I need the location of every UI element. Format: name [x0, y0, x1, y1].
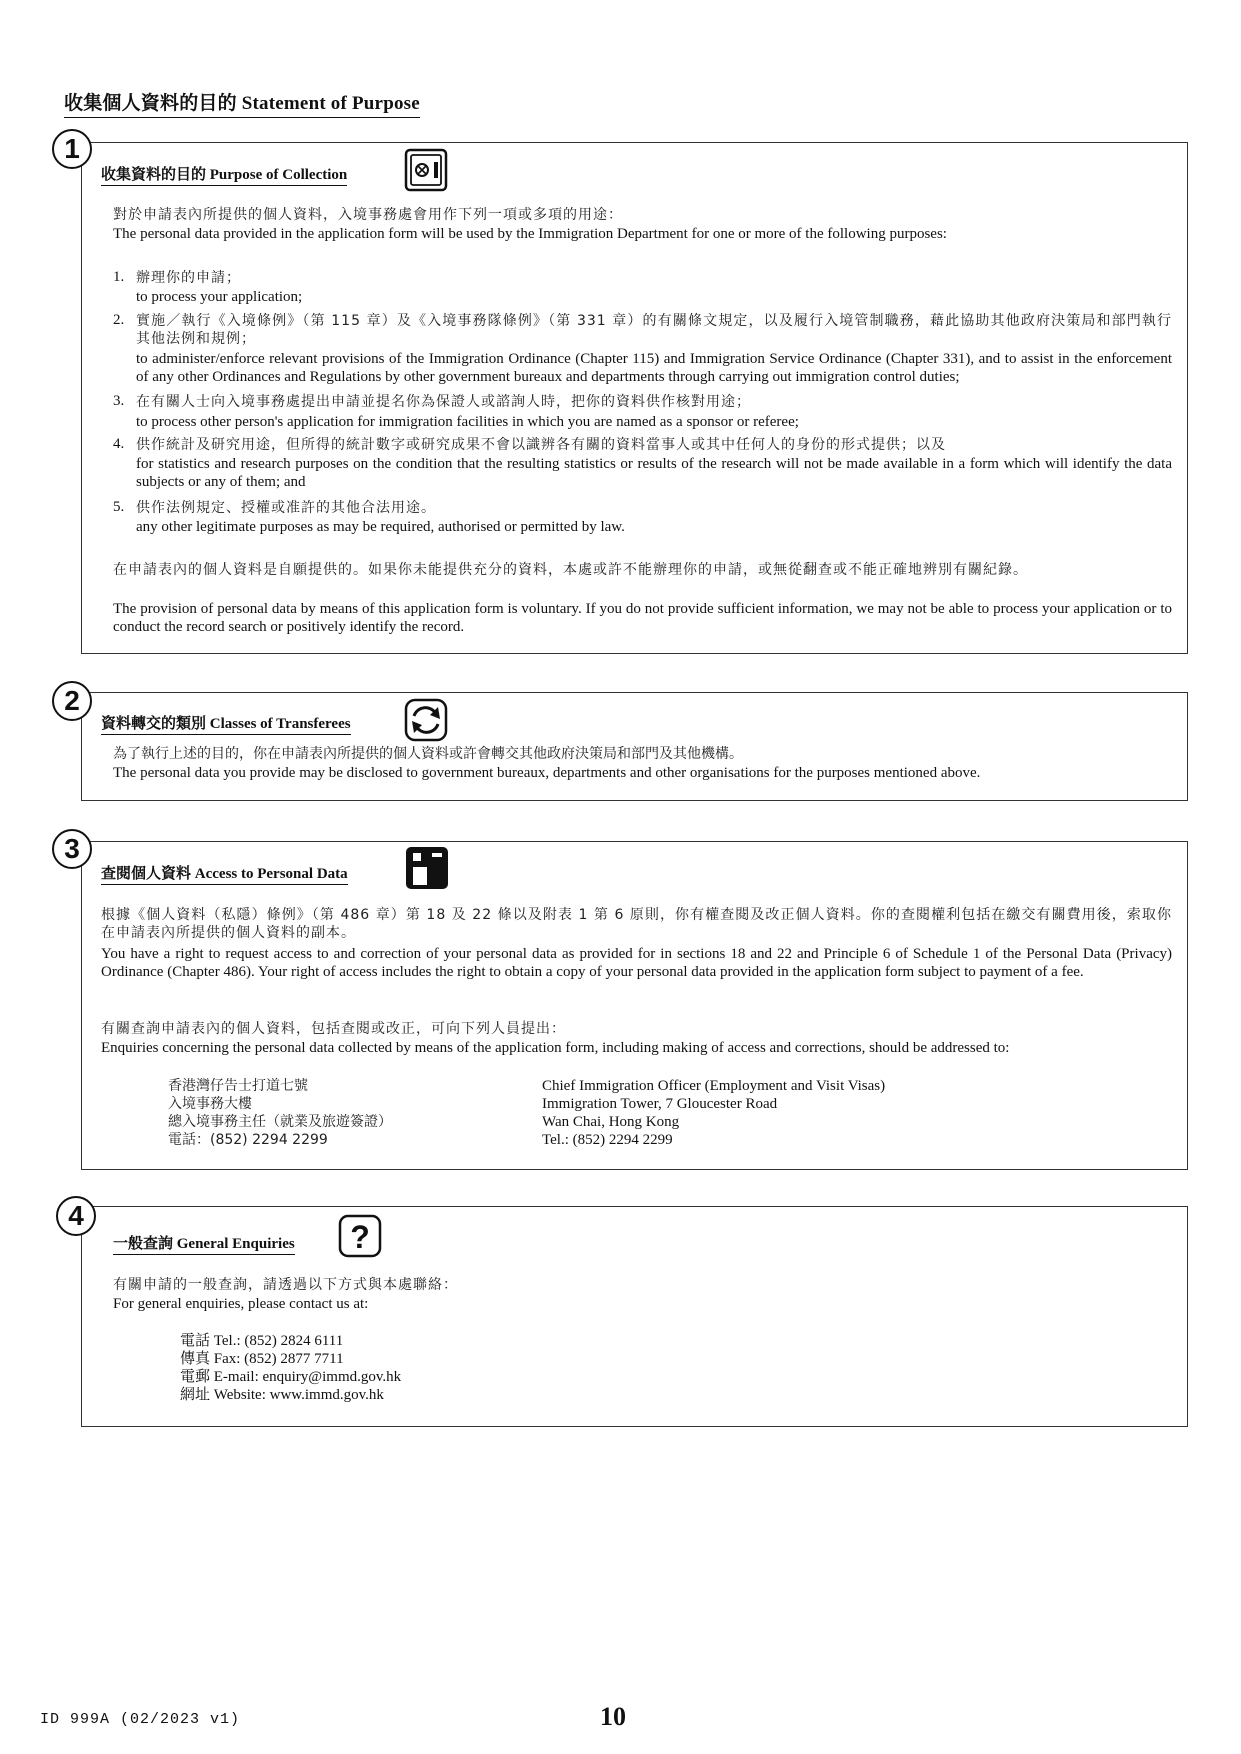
section-number-badge: 2: [52, 681, 92, 721]
list-item-zh: 供作法例規定、授權或准許的其他合法用途。: [136, 500, 436, 516]
contact-list: [180, 1332, 401, 1404]
body-zh: 有關申請的一般查詢，請透過以下方式與本處聯絡：: [113, 1277, 458, 1293]
form-code: ID 999A (02/2023 v1): [40, 1711, 241, 1728]
address-line: Wan Chai, Hong Kong: [542, 1114, 680, 1130]
question-mark-icon: [338, 1214, 378, 1254]
enquiry-zh: 有關查詢申請表內的個人資料，包括查閱或改正，可向下列人員提出：: [101, 1021, 566, 1037]
section-heading: [101, 163, 347, 186]
section-heading-en: Access to Personal Data: [194, 866, 348, 882]
intro-en: The personal data provided in the application form will be used by the Immigration Department for one or more of the following purposes:: [113, 226, 947, 242]
section-heading-en: Classes of Transferees: [209, 716, 351, 732]
section-heading-en: General Enquiries: [176, 1236, 295, 1252]
enquiry-en: Enquiries concerning the personal data collected by means of the application form, including making of access and corrections, should be addressed to:: [101, 1040, 1010, 1056]
contact-email: 電郵 E-mail: enquiry@immd.gov.hk: [180, 1369, 402, 1385]
list-item-zh: 辦理你的申請；: [136, 270, 241, 286]
transfer-arrows-icon: [404, 698, 444, 738]
contact-fax: 傳真 Fax: (852) 2877 7711: [180, 1351, 344, 1367]
list-item-zh: 供作統計及研究用途，但所得的統計數字或研究成果不會以識辨各有關的資料當事人或其中任何人的身份的形式提供；以及: [136, 437, 946, 453]
contact-website: 網址 Website: www.immd.gov.hk: [180, 1387, 384, 1403]
safe-icon: [404, 148, 444, 188]
address-line: Chief Immigration Officer (Employment and Visit Visas): [542, 1078, 886, 1094]
address-line: 電話：(852) 2294 2299: [168, 1132, 328, 1148]
section-heading: [101, 862, 348, 885]
list-item-number: 4.: [113, 436, 125, 452]
list-item-number: 3.: [113, 393, 125, 409]
section-number-badge: 3: [52, 829, 92, 869]
section-heading: [113, 1232, 295, 1255]
list-item-en: for statistics and research purposes on the condition that the resulting statistics or results of the research will not be made available in a form which will identify the data subjects or any of them; and: [136, 456, 1172, 490]
body-zh: 為了執行上述的目的，你在申請表內所提供的個人資料或許會轉交其他政府決策局和部門及其他機構。: [113, 746, 743, 762]
page-number: 10: [600, 1702, 626, 1731]
section-number-badge: 4: [56, 1196, 96, 1236]
address-line: Immigration Tower, 7 Gloucester Road: [542, 1096, 778, 1112]
section-heading: [101, 712, 351, 735]
body-en: For general enquiries, please contact us at:: [113, 1296, 369, 1312]
list-item-zh: 實施／執行《入境條例》（第 115 章）及《入境事務隊條例》（第 331 章）的有關條文規定，以及履行入境管制職務，藉此協助其他政府決策局和部門執行其他法例和規例；: [136, 313, 1172, 347]
section-heading-zh: 一般查詢: [113, 1236, 174, 1252]
address-line: 香港灣仔告士打道七號: [168, 1078, 308, 1094]
closing-zh: 在申請表內的個人資料是自願提供的。如果你未能提供充分的資料，本處或許不能辦理你的申請，或無從翻查或不能正確地辨別有關紀錄。: [113, 562, 1028, 578]
body-zh: 根據《個人資料（私隱）條例》（第 486 章）第 18 及 22 條以及附表 1 第 6 原則，你有權查閱及改正個人資料。你的查閱權利包括在繳交有關費用後，索取你在申請表內所提供的個人資料的副本。: [101, 907, 1172, 941]
list-item-en: to process your application;: [136, 289, 303, 305]
section-heading-zh: 收集資料的目的: [101, 167, 207, 183]
body-en: You have a right to request access to and correction of your personal data as provided for in sections 18 and 22 and Principle 6 of Schedule 1 of the Personal Data (Privacy) Ordinance (Chapter 486). Your right of access includes the right to obtain a copy of your personal data provided in the application form subject to payment of a fee.: [101, 946, 1172, 980]
section-heading-zh: 查閱個人資料: [101, 866, 192, 882]
list-item-zh: 在有關人士向入境事務處提出申請並提名你為保證人或諮詢人時，把你的資料供作核對用途；: [136, 394, 751, 410]
list-item-en: any other legitimate purposes as may be required, authorised or permitted by law.: [136, 519, 625, 535]
svg-text:?: ?: [350, 1219, 370, 1255]
address-line: 入境事務大樓: [168, 1096, 252, 1112]
list-item-number: 5.: [113, 499, 125, 515]
closing-en: The provision of personal data by means of this application form is voluntary. If you do not provide sufficient information, we may not be able to process your application or to conduct the record search or positively identify the record.: [113, 601, 1172, 635]
address-line: Tel.: (852) 2294 2299: [542, 1132, 673, 1148]
list-item-number: 2.: [113, 312, 125, 328]
page-title: 收集個人資料的目的 Statement of Purpose: [64, 88, 420, 118]
address-zh: [168, 1077, 392, 1149]
section-number-badge: 1: [52, 129, 92, 169]
list-item-en: to administer/enforce relevant provisions of the Immigration Ordinance (Chapter 115) and Immigration Service Ordinance (Chapter 331), and to assist in the enforcement of any other Ordinances and Regulations by other government bureaux and departments through carrying out immigration control duties;: [136, 351, 1172, 385]
data-access-icon: [404, 845, 444, 885]
list-item-number: 1.: [113, 269, 125, 285]
body-en: The personal data you provide may be disclosed to government bureaux, departments and other organisations for the purposes mentioned above.: [113, 765, 981, 781]
contact-phone: 電話 Tel.: (852) 2824 6111: [180, 1333, 344, 1349]
address-line: 總入境事務主任（就業及旅遊簽證）: [168, 1114, 392, 1130]
intro-zh: 對於申請表內所提供的個人資料，入境事務處會用作下列一項或多項的用途：: [113, 207, 623, 223]
list-item-en: to process other person's application for immigration facilities in which you are named as a sponsor or referee;: [136, 414, 799, 430]
section-heading-zh: 資料轉交的類別: [101, 716, 207, 732]
section-heading-en: Purpose of Collection: [209, 167, 348, 183]
address-en: [542, 1077, 885, 1149]
